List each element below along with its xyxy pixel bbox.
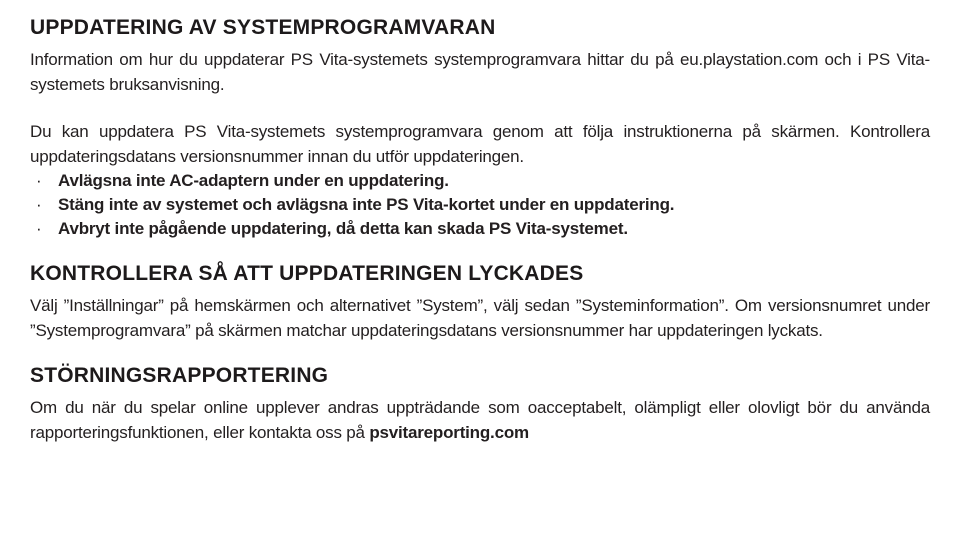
section-grief-reporting	[30, 364, 930, 445]
update-warnings-list	[30, 169, 930, 241]
paragraph-reporting	[30, 395, 930, 445]
bullet-icon: ·	[36, 219, 42, 238]
section-heading-reporting: STÖRNINGSRAPPORTERING	[30, 364, 329, 387]
bullet-icon: ·	[36, 171, 42, 190]
reporting-url-text: psvitareporting.com	[369, 423, 529, 442]
section-verify-update	[30, 262, 930, 343]
paragraph-update-instructions: Du kan uppdatera PS Vita-systemets systemprogramvara genom att följa instruktionerna på skärmen. Kontrollera uppdateringsdatans versionsnummer innan du utför uppdateringen.	[30, 122, 930, 166]
warning-text: Stäng inte av systemet och avlägsna inte PS Vita-kortet under en uppdatering.	[58, 195, 675, 214]
list-item	[30, 193, 930, 217]
section-heading-update: UPPDATERING AV SYSTEMPROGRAMVARAN	[30, 16, 496, 39]
paragraph-update-info: Information om hur du uppdaterar PS Vita-systemets systemprogramvara hittar du på eu.playstation.com och i PS Vita-systemets bruksanvisning.	[30, 50, 930, 94]
list-item	[30, 217, 930, 241]
paragraph-verify-instructions: Välj ”Inställningar” på hemskärmen och alternativet ”System”, välj sedan ”Systeminformation”. Om versionsnumret under ”Systemprogramvara” på skärmen matchar uppdateringsdatans versionsnummer har uppdateringen lyckats.	[30, 296, 930, 340]
section-system-software-update	[30, 16, 930, 241]
warning-text: Avlägsna inte AC-adaptern under en uppdatering.	[58, 171, 449, 190]
paragraph-reporting-text: Om du när du spelar online upplever andras uppträdande som oacceptabelt, olämpligt eller olovligt bör du använda rapporteringsfunktionen, eller kontakta oss på	[30, 398, 930, 442]
section-heading-verify: KONTROLLERA SÅ ATT UPPDATERINGEN LYCKADES	[30, 262, 584, 285]
bullet-icon: ·	[36, 195, 42, 214]
warning-text: Avbryt inte pågående uppdatering, då detta kan skada PS Vita-systemet.	[58, 219, 628, 238]
list-item	[30, 169, 930, 193]
